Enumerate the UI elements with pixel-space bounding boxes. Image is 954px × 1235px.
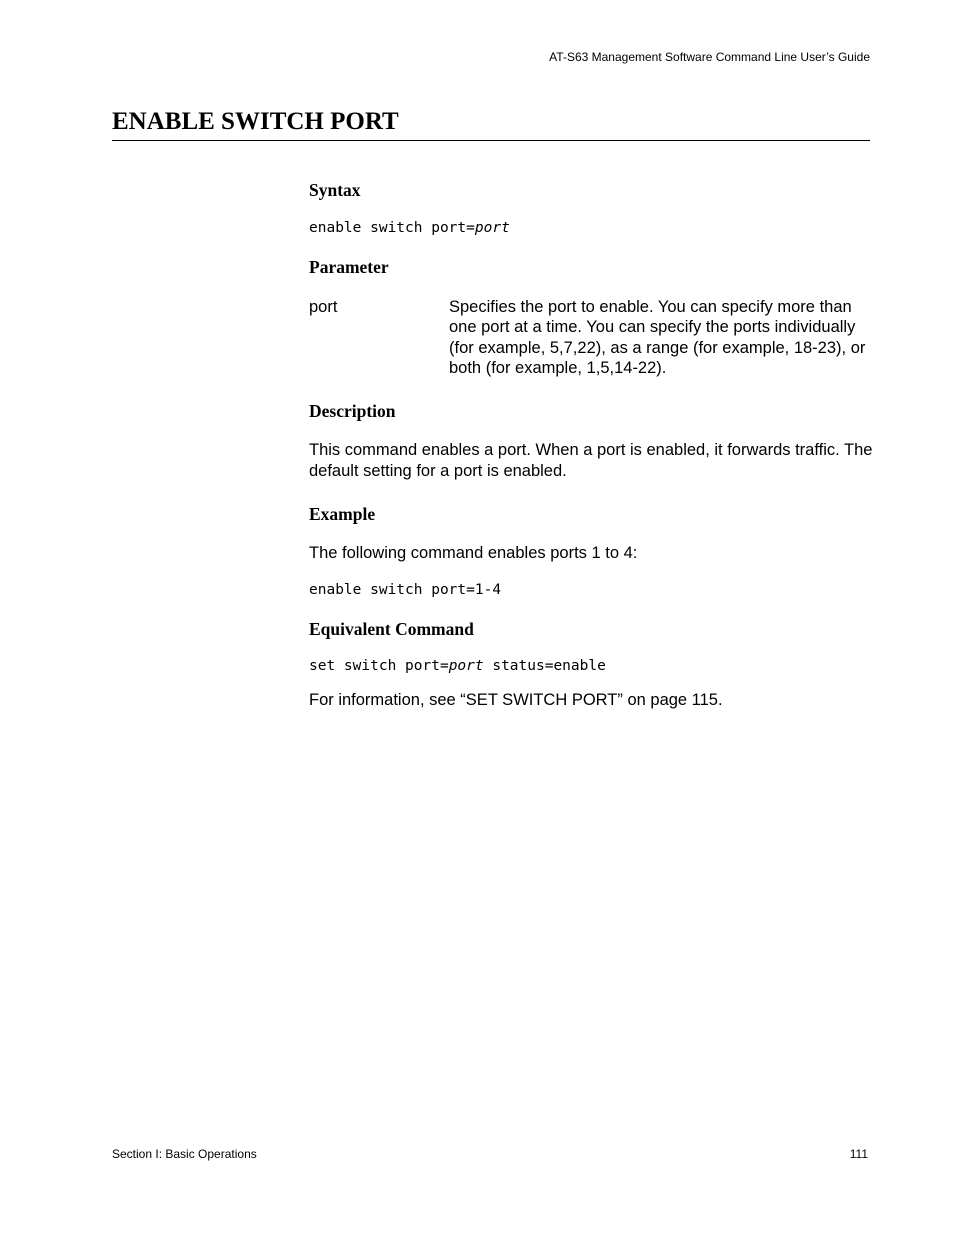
running-header: AT-S63 Management Software Command Line User’s Guide xyxy=(549,50,870,64)
page-title: ENABLE SWITCH PORT xyxy=(112,108,399,135)
syntax-command-prefix: enable switch port= xyxy=(309,220,475,236)
title-rule xyxy=(112,140,870,141)
parameter-heading: Parameter xyxy=(309,257,389,277)
equivalent-command xyxy=(309,657,606,675)
example-intro: The following command enables ports 1 to 4: xyxy=(309,544,638,562)
parameter-description: Specifies the port to enable. You can specify more than one port at a time. You can specify the ports individually (for example, 5,7,22), as a range (for example, 18-23), or both (for example, 1,5,14-22). xyxy=(449,298,866,377)
description-heading: Description xyxy=(309,401,396,421)
footer-page-number: 111 xyxy=(849,1147,868,1161)
footer-section: Section I: Basic Operations xyxy=(112,1147,257,1161)
equivalent-heading: Equivalent Command xyxy=(309,619,474,639)
syntax-command-param: port xyxy=(474,220,510,236)
syntax-command xyxy=(309,219,510,237)
parameter-name: port xyxy=(309,298,338,316)
equivalent-reference: For information, see “SET SWITCH PORT” on page 115. xyxy=(309,691,723,709)
equivalent-command-param: port xyxy=(448,658,484,674)
equivalent-command-prefix: set switch port= xyxy=(309,658,449,674)
syntax-heading: Syntax xyxy=(309,180,361,200)
example-heading: Example xyxy=(309,504,376,524)
equivalent-command-suffix: status=enable xyxy=(483,658,606,674)
example-command: enable switch port=1-4 xyxy=(309,582,502,598)
description-text: This command enables a port. When a port is enabled, it forwards traffic. The default setting for a port is enabled. xyxy=(309,441,873,480)
